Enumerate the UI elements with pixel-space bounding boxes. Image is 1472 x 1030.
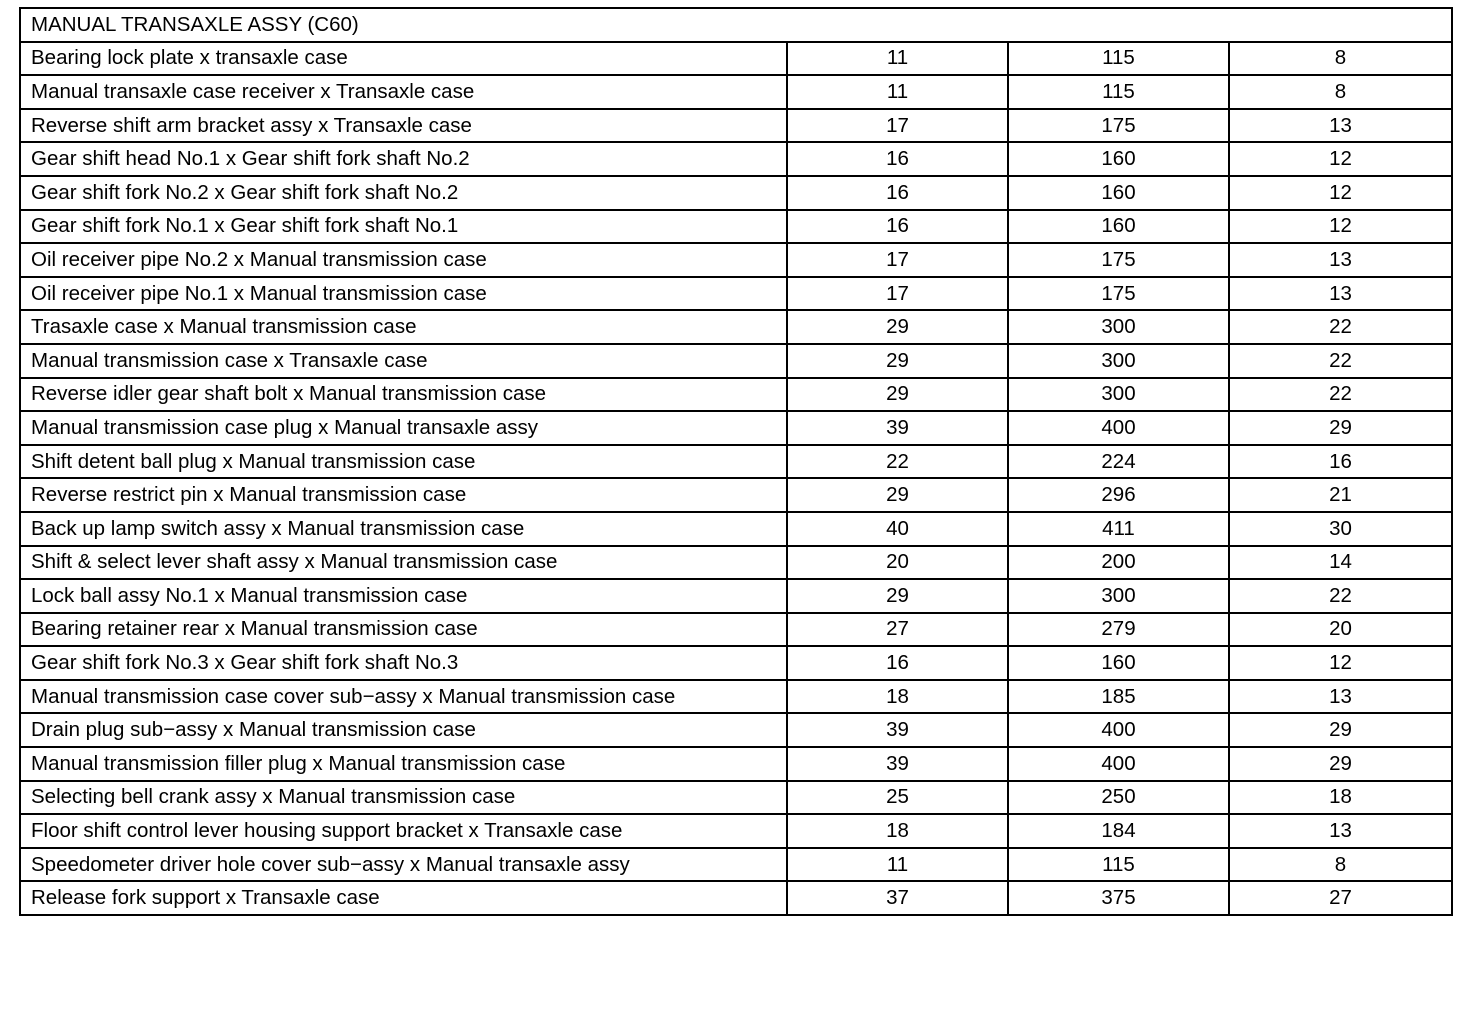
torque-kgfcm-cell: 375 — [1008, 881, 1229, 915]
torque-kgfcm-cell: 115 — [1008, 848, 1229, 882]
torque-ftlbf-cell: 16 — [1229, 445, 1452, 479]
torque-ftlbf-cell: 8 — [1229, 848, 1452, 882]
torque-ftlbf-cell: 12 — [1229, 176, 1452, 210]
table-body — [20, 8, 1452, 915]
table-row — [20, 277, 1452, 311]
torque-ftlbf-cell: 12 — [1229, 142, 1452, 176]
part-name-cell: Manual transmission filler plug x Manual transmission case — [20, 747, 787, 781]
torque-ftlbf-cell: 29 — [1229, 713, 1452, 747]
torque-kgfcm-cell: 115 — [1008, 75, 1229, 109]
torque-nm-cell: 11 — [787, 75, 1008, 109]
part-name-cell: Shift & select lever shaft assy x Manual transmission case — [20, 546, 787, 580]
torque-ftlbf-cell: 8 — [1229, 75, 1452, 109]
torque-kgfcm-cell: 300 — [1008, 310, 1229, 344]
part-name-cell: Release fork support x Transaxle case — [20, 881, 787, 915]
torque-nm-cell: 37 — [787, 881, 1008, 915]
part-name-cell: Back up lamp switch assy x Manual transmission case — [20, 512, 787, 546]
torque-kgfcm-cell: 300 — [1008, 579, 1229, 613]
table-row — [20, 848, 1452, 882]
torque-nm-cell: 18 — [787, 814, 1008, 848]
part-name-cell: Shift detent ball plug x Manual transmission case — [20, 445, 787, 479]
table-row — [20, 680, 1452, 714]
torque-nm-cell: 39 — [787, 411, 1008, 445]
torque-kgfcm-cell: 175 — [1008, 109, 1229, 143]
table-row — [20, 613, 1452, 647]
torque-kgfcm-cell: 279 — [1008, 613, 1229, 647]
torque-kgfcm-cell: 175 — [1008, 277, 1229, 311]
part-name-cell: Drain plug sub−assy x Manual transmission case — [20, 713, 787, 747]
torque-ftlbf-cell: 21 — [1229, 478, 1452, 512]
torque-nm-cell: 29 — [787, 579, 1008, 613]
torque-kgfcm-cell: 400 — [1008, 747, 1229, 781]
torque-nm-cell: 11 — [787, 848, 1008, 882]
torque-kgfcm-cell: 160 — [1008, 646, 1229, 680]
torque-nm-cell: 20 — [787, 546, 1008, 580]
table-row — [20, 747, 1452, 781]
torque-nm-cell: 16 — [787, 176, 1008, 210]
part-name-cell: Oil receiver pipe No.1 x Manual transmission case — [20, 277, 787, 311]
part-name-cell: Selecting bell crank assy x Manual transmission case — [20, 781, 787, 815]
part-name-cell: Oil receiver pipe No.2 x Manual transmission case — [20, 243, 787, 277]
torque-nm-cell: 11 — [787, 42, 1008, 76]
torque-nm-cell: 40 — [787, 512, 1008, 546]
torque-ftlbf-cell: 22 — [1229, 310, 1452, 344]
part-name-cell: Bearing retainer rear x Manual transmission case — [20, 613, 787, 647]
torque-kgfcm-cell: 296 — [1008, 478, 1229, 512]
torque-ftlbf-cell: 13 — [1229, 277, 1452, 311]
part-name-cell: Floor shift control lever housing support bracket x Transaxle case — [20, 814, 787, 848]
table-row — [20, 445, 1452, 479]
table-row — [20, 109, 1452, 143]
torque-kgfcm-cell: 411 — [1008, 512, 1229, 546]
torque-ftlbf-cell: 13 — [1229, 680, 1452, 714]
torque-nm-cell: 22 — [787, 445, 1008, 479]
table-title: MANUAL TRANSAXLE ASSY (C60) — [20, 8, 1452, 42]
part-name-cell: Trasaxle case x Manual transmission case — [20, 310, 787, 344]
part-name-cell: Manual transmission case x Transaxle case — [20, 344, 787, 378]
torque-nm-cell: 17 — [787, 277, 1008, 311]
table-title-row — [20, 8, 1452, 42]
table-row — [20, 243, 1452, 277]
part-name-cell: Reverse shift arm bracket assy x Transaxle case — [20, 109, 787, 143]
torque-nm-cell: 29 — [787, 378, 1008, 412]
table-row — [20, 478, 1452, 512]
torque-ftlbf-cell: 12 — [1229, 210, 1452, 244]
torque-nm-cell: 27 — [787, 613, 1008, 647]
table-row — [20, 713, 1452, 747]
torque-ftlbf-cell: 22 — [1229, 378, 1452, 412]
torque-kgfcm-cell: 300 — [1008, 344, 1229, 378]
torque-kgfcm-cell: 400 — [1008, 713, 1229, 747]
torque-kgfcm-cell: 175 — [1008, 243, 1229, 277]
torque-kgfcm-cell: 200 — [1008, 546, 1229, 580]
torque-ftlbf-cell: 27 — [1229, 881, 1452, 915]
table-row — [20, 310, 1452, 344]
part-name-cell: Speedometer driver hole cover sub−assy x Manual transaxle assy — [20, 848, 787, 882]
torque-nm-cell: 16 — [787, 646, 1008, 680]
table-row — [20, 42, 1452, 76]
table-row — [20, 814, 1452, 848]
table-row — [20, 646, 1452, 680]
torque-ftlbf-cell: 13 — [1229, 814, 1452, 848]
torque-ftlbf-cell: 18 — [1229, 781, 1452, 815]
table-row — [20, 411, 1452, 445]
table-row — [20, 210, 1452, 244]
torque-nm-cell: 29 — [787, 478, 1008, 512]
torque-nm-cell: 17 — [787, 109, 1008, 143]
torque-nm-cell: 25 — [787, 781, 1008, 815]
part-name-cell: Bearing lock plate x transaxle case — [20, 42, 787, 76]
torque-ftlbf-cell: 22 — [1229, 579, 1452, 613]
table-row — [20, 579, 1452, 613]
table-row — [20, 142, 1452, 176]
torque-kgfcm-cell: 224 — [1008, 445, 1229, 479]
torque-kgfcm-cell: 400 — [1008, 411, 1229, 445]
torque-nm-cell: 29 — [787, 344, 1008, 378]
torque-nm-cell: 18 — [787, 680, 1008, 714]
part-name-cell: Reverse restrict pin x Manual transmission case — [20, 478, 787, 512]
torque-ftlbf-cell: 30 — [1229, 512, 1452, 546]
torque-ftlbf-cell: 29 — [1229, 747, 1452, 781]
table-row — [20, 881, 1452, 915]
table-row — [20, 512, 1452, 546]
torque-ftlbf-cell: 13 — [1229, 109, 1452, 143]
torque-nm-cell: 17 — [787, 243, 1008, 277]
table-row — [20, 378, 1452, 412]
table-row — [20, 75, 1452, 109]
torque-ftlbf-cell: 22 — [1229, 344, 1452, 378]
torque-kgfcm-cell: 300 — [1008, 378, 1229, 412]
torque-ftlbf-cell: 12 — [1229, 646, 1452, 680]
part-name-cell: Reverse idler gear shaft bolt x Manual transmission case — [20, 378, 787, 412]
torque-ftlbf-cell: 20 — [1229, 613, 1452, 647]
table-row — [20, 344, 1452, 378]
table-row — [20, 546, 1452, 580]
torque-kgfcm-cell: 184 — [1008, 814, 1229, 848]
torque-kgfcm-cell: 160 — [1008, 176, 1229, 210]
torque-ftlbf-cell: 8 — [1229, 42, 1452, 76]
torque-kgfcm-cell: 160 — [1008, 210, 1229, 244]
part-name-cell: Gear shift fork No.3 x Gear shift fork shaft No.3 — [20, 646, 787, 680]
part-name-cell: Manual transmission case cover sub−assy x Manual transmission case — [20, 680, 787, 714]
torque-nm-cell: 16 — [787, 210, 1008, 244]
torque-kgfcm-cell: 250 — [1008, 781, 1229, 815]
part-name-cell: Gear shift fork No.2 x Gear shift fork shaft No.2 — [20, 176, 787, 210]
torque-ftlbf-cell: 13 — [1229, 243, 1452, 277]
torque-nm-cell: 16 — [787, 142, 1008, 176]
part-name-cell: Manual transmission case plug x Manual transaxle assy — [20, 411, 787, 445]
torque-kgfcm-cell: 185 — [1008, 680, 1229, 714]
torque-kgfcm-cell: 160 — [1008, 142, 1229, 176]
part-name-cell: Manual transaxle case receiver x Transaxle case — [20, 75, 787, 109]
torque-spec-table — [19, 7, 1453, 916]
torque-ftlbf-cell: 29 — [1229, 411, 1452, 445]
torque-ftlbf-cell: 14 — [1229, 546, 1452, 580]
torque-nm-cell: 39 — [787, 747, 1008, 781]
torque-kgfcm-cell: 115 — [1008, 42, 1229, 76]
part-name-cell: Gear shift fork No.1 x Gear shift fork shaft No.1 — [20, 210, 787, 244]
table-row — [20, 176, 1452, 210]
table-row — [20, 781, 1452, 815]
part-name-cell: Lock ball assy No.1 x Manual transmission case — [20, 579, 787, 613]
torque-nm-cell: 39 — [787, 713, 1008, 747]
torque-nm-cell: 29 — [787, 310, 1008, 344]
part-name-cell: Gear shift head No.1 x Gear shift fork shaft No.2 — [20, 142, 787, 176]
